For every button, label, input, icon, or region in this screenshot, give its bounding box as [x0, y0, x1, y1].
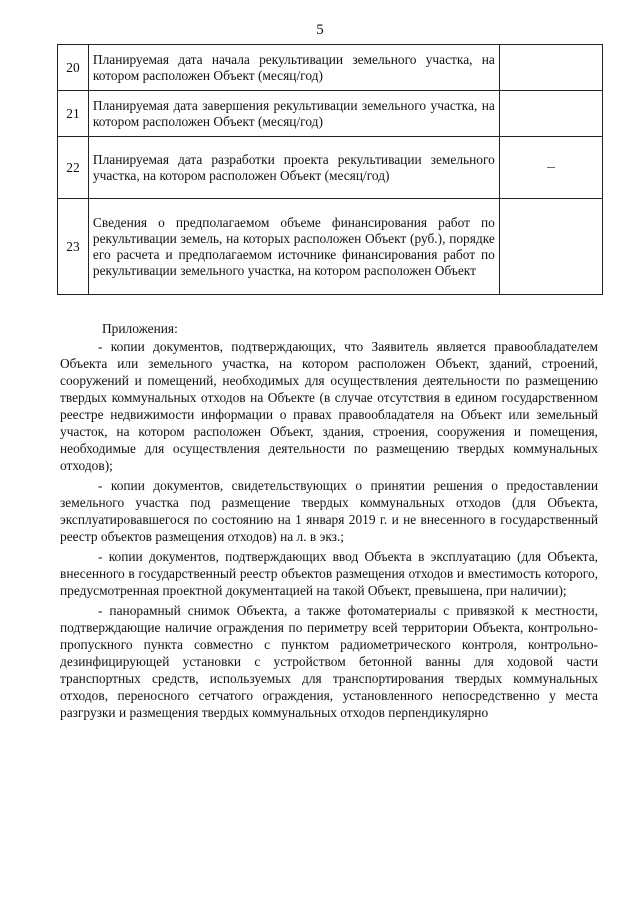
row-number: 20: [58, 45, 89, 91]
row-text: Планируемая дата разработки проекта рекультивации земельного участка, на котором расположен Объект (месяц/год): [88, 137, 499, 199]
dash-mark: [547, 167, 555, 168]
row-value: [499, 199, 602, 295]
attachment-item: - копии документов, подтверждающих ввод Объекта в эксплуатацию (для Объекта, внесенного в государственный реестр объектов размещения отходов и вместимость которого, предусмотренная проектной документацией на такой Объект, превышена, при наличии);: [60, 549, 598, 598]
row-value-cell: [499, 137, 602, 199]
attachment-item: - панорамный снимок Объекта, а также фотоматериалы с привязкой к местности, подтверждающие наличие ограждения по периметру всей территории Объекта, контрольно-пропускного пункта совместно с пунктом радиометрического контроля, контрольно-дезинфицирующей установки с устройством бетонной ванны для ходовой части транспортных средств, используемых для транспортирования твердых коммунальных отходов, переносного сетчатого ограждения, установленного непосредственно у места разгрузки и размещения твердых коммунальных отходов перпендикулярно: [60, 603, 598, 720]
application-table: [57, 44, 603, 295]
row-text: Сведения о предполагаемом объеме финансирования работ по рекультивации земель, на которых расположен Объект (руб.), порядке его расчета и предполагаемом источнике финансирования работ по рекультивации земельного участка, на котором расположен Объект: [88, 199, 499, 295]
table-row: [58, 199, 603, 295]
row-value: [499, 45, 602, 91]
table-row: [58, 137, 603, 199]
row-number: 23: [58, 199, 89, 295]
attachments-heading: Приложения:: [102, 321, 178, 336]
row-text: Планируемая дата начала рекультивации земельного участка, на котором расположен Объект (месяц/год): [88, 45, 499, 91]
row-text: Планируемая дата завершения рекультивации земельного участка, на котором расположен Объект (месяц/год): [88, 91, 499, 137]
table-row: [58, 45, 603, 91]
table-row: [58, 91, 603, 137]
page-number: 5: [316, 22, 324, 38]
row-value: [499, 91, 602, 137]
attachments-section: [60, 320, 598, 724]
attachment-item: - копии документов, свидетельствующих о принятии решения о предоставлении земельного участка под размещение твердых коммунальных отходов (для Объекта, эксплуатировавшегося по состоянию на 1 января 2019 г. и не внесенного в государственный реестр объектов размещения отходов) на л. в экз.;: [60, 478, 598, 544]
attachment-item: - копии документов, подтверждающих, что Заявитель является правообладателем Объекта или земельного участка, на котором расположен Объект, зданий, строений, сооружений и помещений, необходимых для осуществления деятельности по размещению твердых коммунальных отходов на Объекте (в случае отсутствия в едином государственном реестре недвижимости информации о правах правообладателя на Объект или земельный участок, на котором расположен Объект, здания, строения, сооружения и помещения, необходимые для осуществления деятельности по размещению твердых коммунальных отходов);: [60, 339, 598, 473]
row-number: 22: [58, 137, 89, 199]
row-number: 21: [58, 91, 89, 137]
